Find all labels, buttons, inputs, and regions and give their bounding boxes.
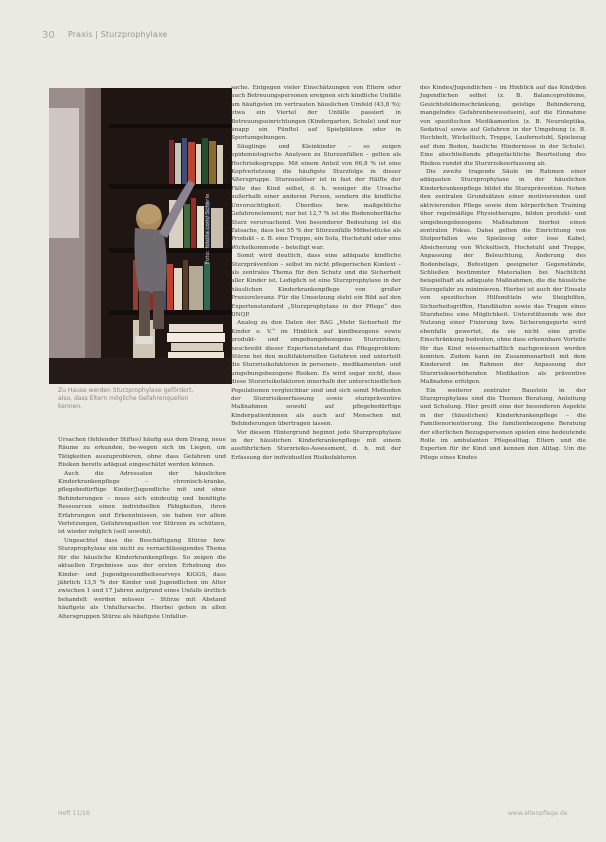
section-title: Praxis | Sturzprophylaxe [68, 30, 168, 39]
column-1 [58, 436, 226, 621]
paragraph: Säuglinge und Kleinkinder – so zeigen epidemiologische Analysen zu Sturzunfällen – gelten als Hochrisikogruppe. Mit einem Anteil von 66,8 % ist eine Kopfverletzung die häufigste Sturzfolge in dieser Altersgruppe. Sturzauslöser ist in fast der Hälfte der Fälle das Kind selbst, d. h. weniger die Ursache außerhalb einer anderen Person, sondern die kindliche Unvorsichtigkeit. Überdies bew. maßgebliche Gefahrenelement; nur bei 12,7 % ist die Bodenoberfläche Sturz verursachend. Von besonderer Bedeutung ist die Tatsache, dass bei 55 % der Stürzunfälle Möbelstücke als Produkt – z. B. eine Treppe, ein Sofa, Hochstuhl oder eine Wickelkommode – beteiligt war. [231, 143, 401, 251]
paragraph: Vor diesem Hintergrund beginnt jede Sturzprophylaxe in der häuslichen Kinderkrankenpflege mit einem ausführlichen Sturzrisiko-Assessment, d. h. mit der Erfassung der individuellen Risikofaktoren [231, 429, 401, 461]
paragraph: Die zweite tragende Säule im Rahmen einer adäquaten Sturzprophylaxe in der häuslichen Kinderkrankenpflege bildet die Sturzprävention. Neben den zentralen Grundsätzen einer motivierenden und aktivierenden Pflege sowie dem körperlichen Training über regelmäßige Physiotherapie, bilden produkt- und umgebungsbezogene Maßnahmen hierbei einen zentralen Fokus. Dabei gelten die Einrichtung von Stolperfallen wie Spielzeug oder lose Kabel, Absicherung von Wickeltisch, Hochstuhl und Treppe, Anpassung der Beleuchtung, Änderung des Bodenbelags, Befestigen geeigneter Gegenstände, Schließen bestimmter Materialien bei Nachtlicht beispielhaft als adäquate Maßnahmen, die die häusliche Sturzgefahr zu minimieren. Hierbei ist auch der Einsatz von spezifischen Hilfsmitteln wie Steighilfen, Sicherheitsgriffen, Handläufen sowie das Tragen eines Sturzhelms eine Möglichkeit. Unterstützende wie der Nutzung einer Fixierung bzw. Sicherungsgurte wird ebenfalls gewertet, da sie nicht eine große Einschränkung bedeuten, ohne dass erkennbare Vorteile für das Kind wissenschaftlich nachgewiesen werden konnten. Zudem kann im Zusammenarbeit mit dem Kinderarzt im Rahmen der Anpassung der Sturzrisikoerhöhenden Medikation als präventive Maßnahme erfolgen. [420, 169, 586, 386]
paragraph: sache. Entgegen vieler Einschätzungen von Eltern oder auch Betreuungspersonen ereignen sich kindliche Unfälle am häufigsten im vertrauten häuslichen Umfeld (43,8 %); etwa ein Viertel der Unfälle passiert in Betreuungseinrichtungen (Kindergarten, Schule) und nur knapp ein Fünftel auf Spielplätzen oder in Sportumgebungen. [231, 85, 401, 142]
photo-credit: Foto: fotolia.com/ Scherle [205, 193, 211, 264]
paragraph: Auch die Adressaten der häuslichen Kinderkrankenpflege – chronisch-kranke, pflegebedürftige Kinder/Jugendliche mit und ohne Behinderungen – muss sich eindeutig und benötigte Ressourcen einen individuellen Fähigkeiten, ihren Erfahrungen und Erkenntnissen, sie haben vor allem Verletzungen, Gefahrenquellen vor Stürzen zu schützen, ist wieder möglich (soll sowohl). [58, 470, 226, 536]
footer-issue: Heft 11/16 [58, 810, 90, 817]
page-number: 30 [42, 30, 55, 41]
column-2 [231, 84, 401, 462]
paragraph: Ursachen (fehlender Stiftes) häufig aus dem Drang, neue Räume zu erkunden, be-wegen sich im Liegen, um Tätigkeiten auszuprobieren, ohne dass Gefahren und Risiken bereits adäquat eingeschätzt werden können. [58, 437, 226, 469]
paragraph: Analog zu den Daten der BAG „Mehr Sicherheit für Kinder e. V.“ im Hinblick auf kindbezogene sowie produkt- und umgebungsbezogene Sturzrisiken, beschreibt dieser Expertenstandard das Pflegeproblem: Stürze bei den multifaktoriellen Gefahren und unterteilt die Sturzrisikofaktoren in personen-, medikamenten- und umgebungsbezogene Risiken. Es wird sogar nicht, dass diese Sturzrisikofaktoren innerhalb der unterschiedlichen Populationen vergleichbar sind und sich somit Methoden der Sturzrisikoerfassung sowie sturzpräventive Maßnahmen sowohl auf pflegebedürftige Kinderpatientinnen als auch auf Menschen mit Behinderungen übertragen lassen. [231, 320, 401, 428]
paragraph: Somit wird deutlich, dass eine adäquate kindliche Sturzprävention – selbst im nicht pflegerischen Kontext – als zentrales Thema für den Schutz und die Sicherheit aller Kinder ist. Lediglich ist eine Sturzprophylaxe in der häuslichen Kinderkrankenpflege von großer Praxisrelevanz. Für die Umsetzung steht ein Bild auf den Expertenstandard „Sturzprophylaxe in der Pflege“ des DNQP. [231, 253, 401, 318]
paragraph: Ein weiterer zentraler Baustein in der Sturzprophylaxe sind die Themen Beratung, Anleitung und Schulung. Hier greift eine der besonderen Aspekte in der (häuslichen) Kinderkrankenpflege – die Familienorientierung. Die familienbezogene Beratung der elterlichen Bezugspersonen spielen eine bedeutende Rolle im ambulanten Pflegealltag. Eltern und die Experten für ihr Kind und kennen den Alltag. Um die Pflege eines Kindes [420, 387, 586, 461]
footer-website: www.altenpflege.de [508, 810, 568, 817]
paragraph: des Kindes/Jugendlichen – im Hinblick auf das Kind/den Jugendlichen selbst (z. B. Balanceprobleme, Gesichtsfeldeinschränkung, geistige Behinderung, mangelndes Gefahrenbewusstsein), auf die Einnahme von spezifischen Medikamenten (z. B. Neuroleptika, Sedativa) sowie auf Gefahren in der Umgebung (z. B. Hochbett, Wickeltisch, Treppe, Laufernstuhl, Spielzeug auf dem Boden, bauliche Hindernisse in der Schule). Eine abschließende pflegefachliche Beurteilung des Risikos rundet die Sturzrisikoerfassung ab. [420, 85, 586, 167]
column-3 [420, 84, 586, 462]
photo-caption: Zu Hause werden Sturzprophylaxe gefördert, also, dass Eltern mögliche Gefahrenquellen kennen. [58, 387, 194, 410]
paragraph: Ungeachtet dass die Beschäftigung Stürze bzw. Sturzprophylaxe ein nicht zu vernachlässigendes Thema für die häusliche Kinderkrankenpflege. So zeigen die aktuellen Ergebnisse aus der ersten Erhebung des Kinder- und Jugendgesundheitssurveys KiGGS, dass jährlich 13,5 % der Kinder und Jugendlichen im Alter zwischen 1 und 17 Jahren aufgrund eines Unfalls ärztlich behandelt werden müssen – Stürze mit Abstand häufigste als Unfallursache. Hierbei gehen in allen Altersgruppen Stürze als häufigste Unfallur- [58, 537, 226, 620]
